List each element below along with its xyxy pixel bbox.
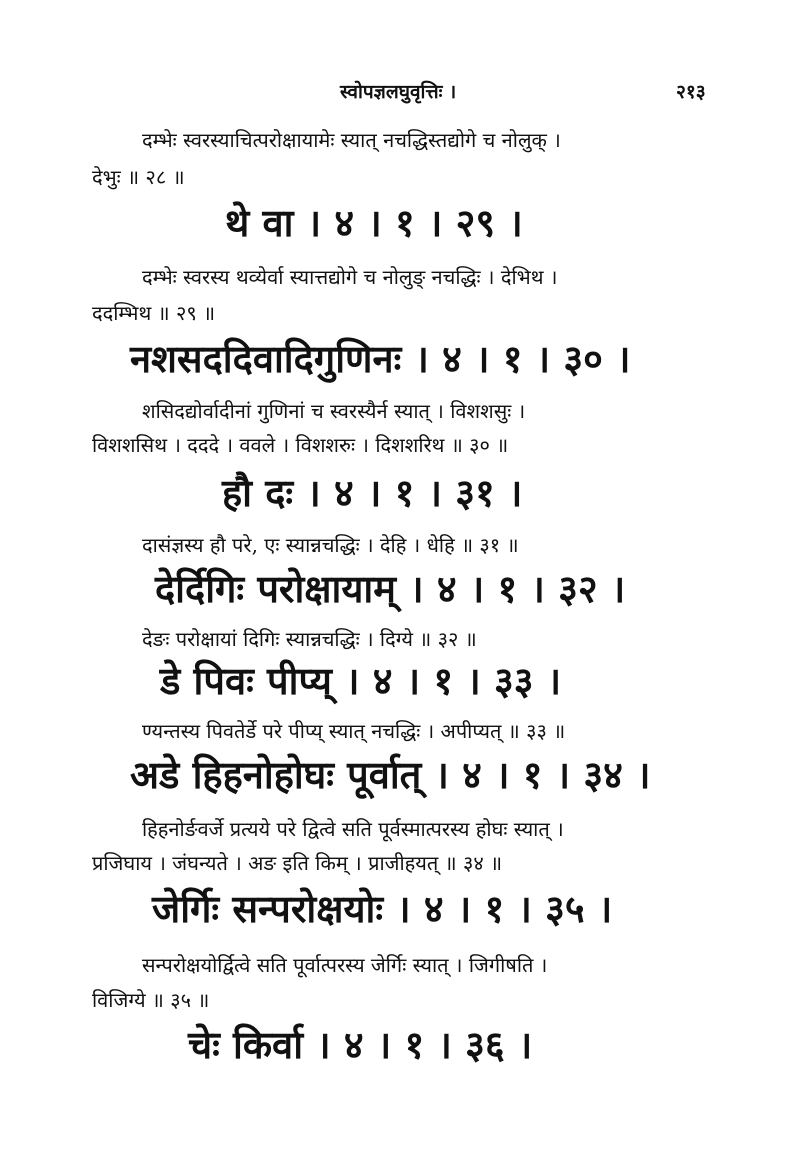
sutra-heading: डे पिवः पीप्य् । ४ । १ । ३३ । [160, 658, 562, 703]
sutra-heading: नशसददिवादिगुणिनः । ४ । १ । ३० । [130, 336, 631, 381]
sutra-heading: अडे हिहनोहोघः पूर्वात् । ४ । १ । ३४ । [130, 752, 651, 797]
commentary-line: देभुः ॥ २८ ॥ [92, 165, 185, 189]
page-number: २१३ [676, 81, 706, 103]
commentary-line: दम्भेः स्वरस्याचित्परोक्षायामेः स्यात् नचद्धिस्तद्योगे च नोलुक् । [142, 128, 561, 152]
commentary-line: दासंज्ञस्य हौ परे, एः स्यान्नचद्धिः । देहि । धेहि ॥ ३१ ॥ [142, 533, 519, 557]
commentary-line: ण्यन्तस्य पिवतेर्डे परे पीप्य् स्यात् नचद्धिः । अपीप्यत् ॥ ३३ ॥ [142, 719, 566, 743]
sutra-heading: चेः किर्वा । ४ । १ । ३६ । [188, 1022, 533, 1067]
commentary-line: ददम्भिथ ॥ २९ ॥ [92, 301, 216, 325]
commentary-line: हिहनोर्ङवर्जे प्रत्यये परे द्वित्वे सति पूर्वस्मात्परस्य होघः स्यात् । [142, 817, 564, 841]
commentary-line: दम्भेः स्वरस्य थव्येर्वा स्यात्तद्योगे च नोलुङ् नचद्धिः । देभिथ । [142, 265, 558, 289]
sutra-heading: जेर्गिः सन्परोक्षयोः । ४ । १ । ३५ । [152, 886, 613, 931]
commentary-line: विजिग्ये ॥ ३५ ॥ [92, 988, 210, 1012]
running-header [0, 78, 800, 106]
running-title: स्वोपज्ञलघुवृत्तिः । [340, 81, 457, 103]
commentary-line: विशशसिथ । दददे । ववले । विशशरुः । दिशशरिथ ॥ ३० ॥ [92, 433, 509, 457]
commentary-line: प्रजिघाय । जंघन्यते । अङ इति किम् । प्राजीहयत् ॥ ३४ ॥ [92, 851, 503, 875]
commentary-line: देङः परोक्षायां दिगिः स्यान्नचद्धिः । दिग्ये ॥ ३२ ॥ [142, 627, 477, 651]
sutra-heading: देर्दिगिः परोक्षायाम् । ४ । १ । ३२ । [155, 566, 626, 611]
sutra-heading: हौ दः । ४ । १ । ३१ । [222, 470, 523, 515]
commentary-line: सन्परोक्षयोर्द्वित्वे सति पूर्वात्परस्य जेर्गिः स्यात् । जिगीषति । [142, 953, 548, 977]
sutra-heading: थे वा । ४ । १ । २९ । [225, 200, 523, 245]
commentary-line: शसिदद्योर्वादीनां गुणिनां च स्वरस्यैर्न स्यात् । विशशसुः । [142, 399, 526, 423]
